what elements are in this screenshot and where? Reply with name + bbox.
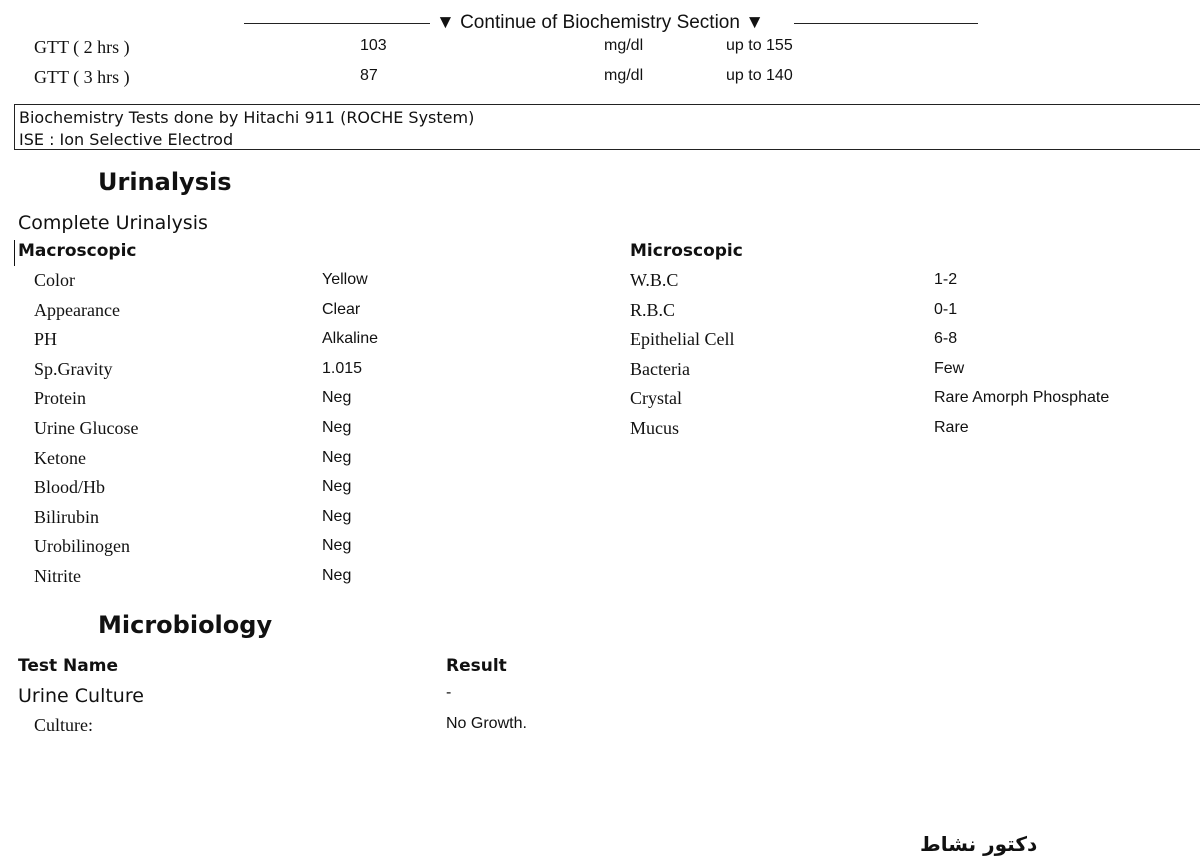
urine-culture-label: Urine Culture: [18, 685, 144, 707]
macro-test-name: Nitrite: [34, 566, 81, 586]
macro-test-name: Urobilinogen: [34, 536, 130, 556]
macro-test-name: Ketone: [34, 448, 86, 468]
divider-right: [794, 23, 978, 24]
note-line-2: ISE : Ion Selective Electrod: [19, 130, 234, 149]
macro-test-name: Appearance: [34, 300, 120, 320]
micro-test-value: 1-2: [934, 271, 958, 288]
gtt-test-name: GTT ( 2 hrs ): [34, 37, 130, 57]
microbiology-heading: Microbiology: [98, 611, 273, 639]
micro-test-value: 0-1: [934, 301, 958, 318]
macro-test-value: Neg: [322, 419, 352, 436]
micro-test-name: Crystal: [630, 388, 682, 408]
col-test-name: Test Name: [18, 656, 118, 676]
col-result: Result: [446, 656, 507, 676]
macro-test-value: 1.015: [322, 360, 363, 377]
macro-test-name: Urine Glucose: [34, 418, 139, 438]
culture-result: No Growth.: [446, 715, 527, 732]
macro-test-value: Neg: [322, 537, 352, 554]
urinalysis-heading: Urinalysis: [98, 168, 232, 196]
macro-test-name: Bilirubin: [34, 507, 100, 527]
urine-culture-result: -: [446, 684, 452, 701]
macro-test-value: Neg: [322, 478, 352, 495]
micro-test-name: W.B.C: [630, 270, 679, 290]
macro-test-value: Yellow: [322, 271, 368, 288]
culture-label: Culture:: [34, 715, 93, 735]
gtt-value: 87: [360, 67, 378, 84]
macro-test-name: Blood/Hb: [34, 477, 106, 497]
micro-test-name: Mucus: [630, 418, 679, 438]
gtt-value: 103: [360, 37, 387, 54]
macro-test-name: Protein: [34, 388, 86, 408]
doctor-signature: دكتور نشاط: [920, 832, 1038, 856]
macro-test-value: Clear: [322, 301, 361, 318]
gtt-reference: up to 155: [726, 37, 793, 54]
macro-test-name: PH: [34, 329, 58, 349]
micro-test-value: 6-8: [934, 330, 958, 347]
macro-test-value: Neg: [322, 449, 352, 466]
macroscopic-header: Macroscopic: [18, 241, 137, 261]
text-cursor: [14, 240, 15, 266]
macro-test-value: Alkaline: [322, 330, 379, 347]
divider-left: [244, 23, 430, 24]
micro-test-name: R.B.C: [630, 300, 676, 320]
gtt-test-name: GTT ( 3 hrs ): [34, 67, 130, 87]
method-note-box: [14, 104, 1200, 150]
micro-test-name: Epithelial Cell: [630, 329, 735, 349]
macro-test-value: Neg: [322, 567, 352, 584]
micro-test-value: Few: [934, 360, 965, 377]
gtt-unit: mg/dl: [604, 37, 644, 54]
micro-test-name: Bacteria: [630, 359, 690, 379]
gtt-reference: up to 140: [726, 67, 793, 84]
macro-test-value: Neg: [322, 389, 352, 406]
macro-test-name: Color: [34, 270, 76, 290]
microscopic-header: Microscopic: [630, 241, 743, 261]
complete-urinalysis-label: Complete Urinalysis: [18, 212, 208, 234]
macro-test-name: Sp.Gravity: [34, 359, 113, 379]
gtt-unit: mg/dl: [604, 67, 644, 84]
note-line-1: Biochemistry Tests done by Hitachi 911 (ROCHE System): [19, 108, 475, 127]
micro-test-value: Rare: [934, 419, 969, 436]
micro-test-value: Rare Amorph Phosphate: [934, 389, 1110, 406]
section-continue-title: ▼ Continue of Biochemistry Section ▼: [436, 12, 765, 33]
macro-test-value: Neg: [322, 508, 352, 525]
